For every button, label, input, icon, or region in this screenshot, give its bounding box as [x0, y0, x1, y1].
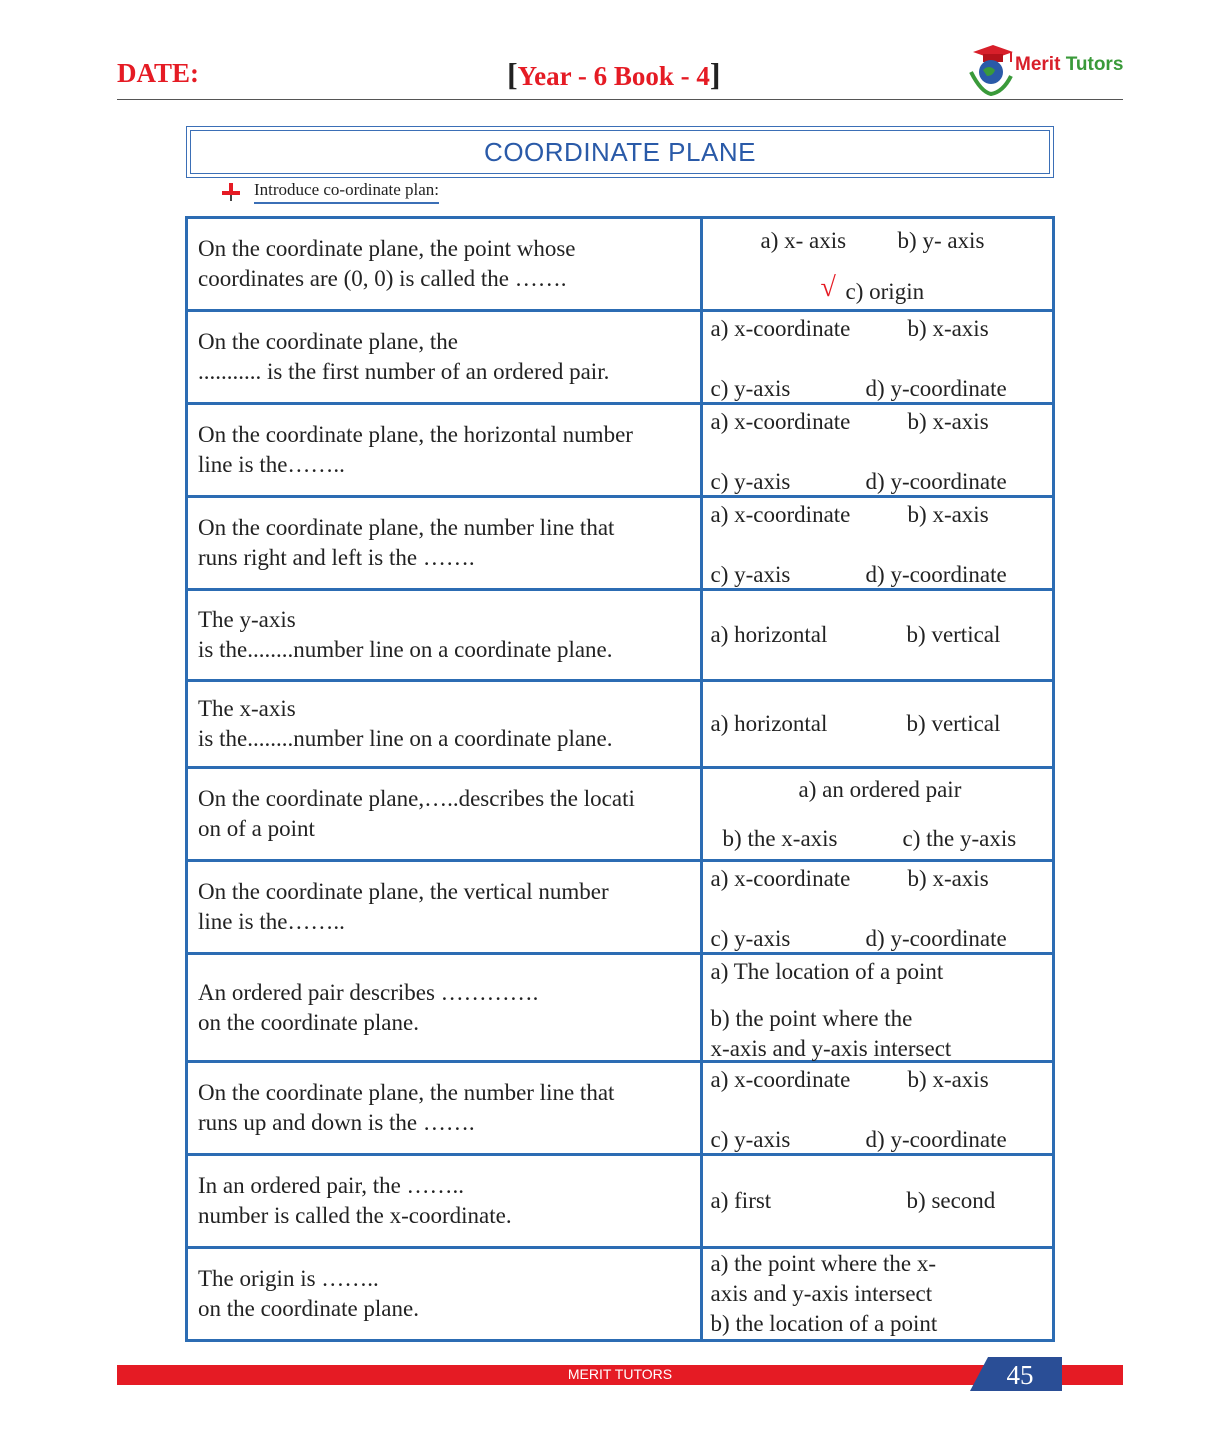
option: b) x-axis	[907, 316, 989, 341]
question-line: is the........number line on a coordinate plane.	[198, 637, 613, 662]
question-line: is the........number line on a coordinate plane.	[198, 726, 613, 751]
answer-cell	[701, 954, 1053, 1062]
option: d) y-coordinate	[865, 562, 1007, 587]
question-line: runs up and down is the …….	[198, 1110, 475, 1135]
question-line: The x-axis	[198, 696, 296, 721]
option: b) the point where the	[710, 1006, 913, 1031]
logo-text-merit: Merit	[1015, 54, 1061, 75]
option: b) vertical	[906, 711, 1001, 736]
pin-bullet-icon	[220, 182, 242, 202]
question-line: On the coordinate plane, the vertical number	[198, 879, 609, 904]
option: d) y-coordinate	[865, 1127, 1007, 1152]
merit-tutors-logo	[963, 42, 1123, 98]
table-row	[187, 497, 1054, 590]
question-line: The origin is ……..	[198, 1266, 379, 1291]
question-cell	[187, 768, 702, 861]
question-line: on of a point	[198, 816, 315, 841]
option: a) x- axis	[760, 228, 847, 253]
table-row	[187, 311, 1054, 404]
option: c) y-axis	[710, 926, 791, 951]
question-line: On the coordinate plane, the	[198, 329, 458, 354]
option: axis and y-axis intersect	[710, 1281, 933, 1306]
option: a) x-coordinate	[710, 866, 851, 891]
question-table	[185, 216, 1055, 1342]
option: b) the x-axis	[722, 826, 838, 851]
answer-cell	[701, 311, 1053, 404]
option: a) first	[710, 1188, 772, 1213]
table-row	[187, 681, 1054, 768]
question-line: on the coordinate plane.	[198, 1009, 419, 1035]
intro-text: Introduce co-ordinate plan:	[254, 180, 439, 204]
question-line: The y-axis	[198, 607, 296, 632]
table-row	[187, 218, 1054, 311]
answer-cell	[701, 590, 1053, 681]
option: b) x-axis	[907, 866, 989, 891]
question-cell	[187, 1155, 702, 1248]
question-line: On the coordinate plane, the horizontal number	[198, 422, 633, 447]
answer-cell	[701, 404, 1053, 497]
question-cell	[187, 218, 702, 311]
table-row	[187, 1155, 1054, 1248]
option: a) x-coordinate	[710, 316, 851, 341]
option: a) the point where the x-	[710, 1251, 936, 1276]
answer-cell	[701, 218, 1053, 311]
option-pair	[711, 1186, 1044, 1216]
question-line: On the coordinate plane, the point whose	[198, 236, 576, 261]
question-cell	[187, 1062, 702, 1155]
option: b) x-axis	[907, 502, 989, 527]
option: b) y- axis	[897, 228, 985, 253]
check-mark: √	[820, 272, 836, 303]
option: a) x-coordinate	[710, 502, 851, 527]
question-line: On the coordinate plane,…..describes the locati	[198, 786, 635, 811]
option: c) y-axis	[710, 469, 791, 494]
option: c) the y-axis	[902, 826, 1017, 851]
book-label-text: Year - 6 Book - 4	[517, 61, 710, 91]
option: d) y-coordinate	[865, 469, 1007, 494]
question-line: ........... is the first number of an ordered pair.	[198, 359, 610, 384]
page-number: 45	[1006, 1360, 1034, 1390]
question-line: line is the……..	[198, 452, 345, 477]
question-line: On the coordinate plane, the number line that	[198, 1080, 615, 1105]
book-label: [Year - 6 Book - 4]	[507, 56, 721, 92]
question-line: on the coordinate plane.	[198, 1296, 419, 1321]
table-row	[187, 404, 1054, 497]
option: b) vertical	[906, 622, 1001, 647]
option: c) y-axis	[710, 562, 791, 587]
option: a) horizontal	[710, 622, 828, 647]
option: d) y-coordinate	[865, 926, 1007, 951]
logo-text-tutors: Tutors	[1065, 54, 1124, 75]
table-row	[187, 954, 1054, 1062]
option-pair	[711, 709, 1044, 739]
footer-brand: MERIT TUTORS	[567, 1366, 673, 1382]
option: b) x-axis	[907, 1067, 989, 1092]
question-cell	[187, 311, 702, 404]
title-box	[186, 126, 1054, 178]
date-label: DATE:	[117, 58, 200, 88]
intro-line	[220, 178, 439, 206]
option: c) origin	[845, 279, 925, 304]
answer-cell	[701, 768, 1053, 861]
logo-text	[1015, 54, 1123, 76]
graduation-globe-icon	[963, 42, 1015, 98]
option: c) y-axis	[710, 1127, 791, 1152]
answer-cell	[701, 681, 1053, 768]
question-cell	[187, 590, 702, 681]
option: x-axis and y-axis intersect	[710, 1036, 952, 1061]
question-cell	[187, 404, 702, 497]
option: a) an ordered pair	[798, 777, 962, 802]
option: b) the location of a point	[710, 1311, 938, 1336]
answer-cell	[701, 497, 1053, 590]
table-row	[187, 861, 1054, 954]
table-row	[187, 1062, 1054, 1155]
question-cell	[187, 681, 702, 768]
answer-cell	[701, 1248, 1053, 1341]
page-title: COORDINATE PLANE	[190, 130, 1050, 174]
question-cell	[187, 1248, 702, 1341]
table-row	[187, 1248, 1054, 1341]
question-line: runs right and left is the …….	[198, 545, 475, 570]
question-line: An ordered pair describes ………….	[198, 979, 539, 1005]
page-header	[117, 50, 1123, 100]
question-line: coordinates are (0, 0) is called the …….	[198, 266, 567, 291]
option: d) y-coordinate	[865, 376, 1007, 401]
answer-cell	[701, 1155, 1053, 1248]
question-line: In an ordered pair, the ……..	[198, 1173, 465, 1198]
option: a) The location of a point	[710, 959, 944, 984]
option: b) x-axis	[907, 409, 989, 434]
option: a) x-coordinate	[710, 1067, 851, 1092]
option: a) x-coordinate	[710, 409, 851, 434]
answer-cell	[701, 861, 1053, 954]
question-cell	[187, 954, 702, 1062]
question-cell	[187, 861, 702, 954]
table-row	[187, 768, 1054, 861]
option-pair	[711, 620, 1044, 650]
question-line: line is the……..	[198, 909, 345, 934]
question-cell	[187, 497, 702, 590]
option: a) horizontal	[710, 711, 828, 736]
option: b) second	[906, 1188, 996, 1213]
question-line: On the coordinate plane, the number line that	[198, 515, 615, 540]
answer-cell	[701, 1062, 1053, 1155]
table-row	[187, 590, 1054, 681]
question-line: number is called the x-coordinate.	[198, 1203, 512, 1228]
option: c) y-axis	[710, 376, 791, 401]
